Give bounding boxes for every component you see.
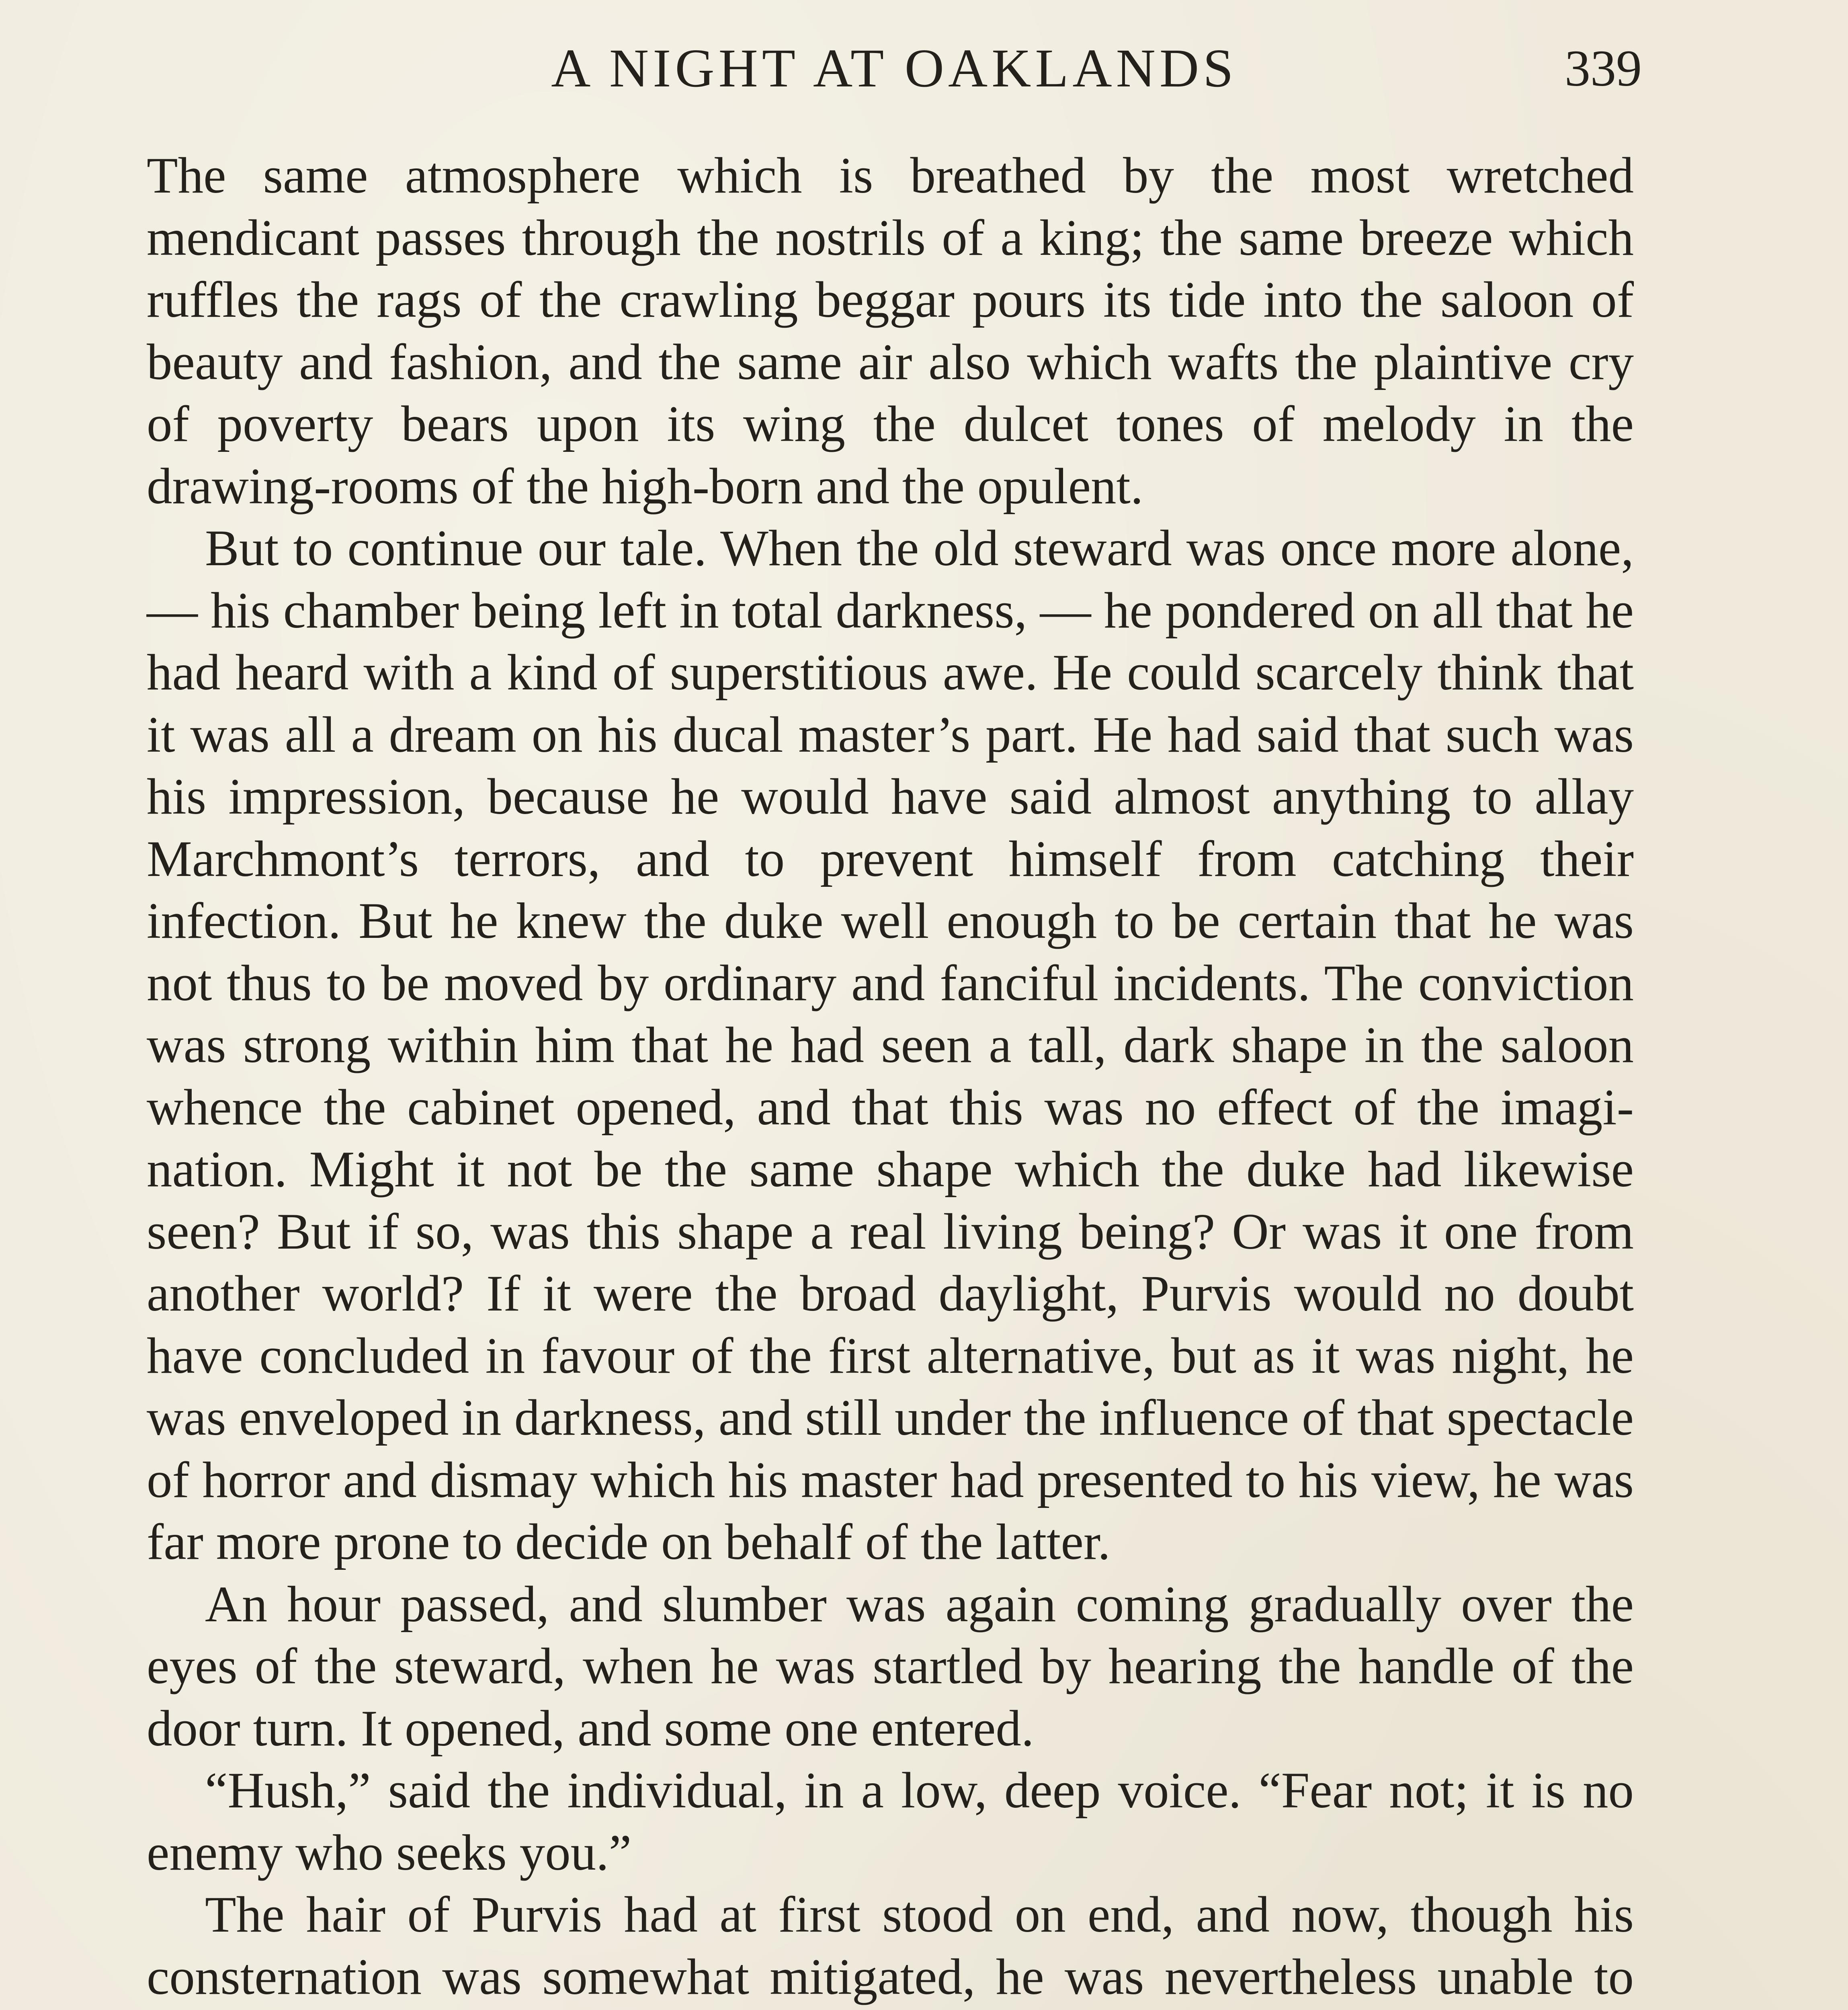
paragraph-hair-of-purvis: The hair of Purvis had at first stood on end, and now, though his consternation was somewhat mitigated, he was nevertheless unable to (147, 1887, 1634, 2005)
page-number: 339 (1565, 40, 1642, 97)
body-text (147, 145, 1634, 2010)
running-head (147, 38, 1642, 98)
paragraph-hush: “Hush,” said the individual, in a low, deep voice. “Fear not; it is no enemy who seeks you.” (147, 1762, 1634, 1881)
paragraph-continuation: The same atmosphere which is breathed by the most wretched mendicant passes through the nostrils of a king; the same breeze which ruffles the rags of the crawling beggar pours its tide into the saloon of beauty and fashion, and the same air also which wafts the plaintive cry of poverty bears upon its wing the dulcet tones of melody in the drawing-rooms of the high-born and the opulent. (147, 148, 1634, 515)
paragraph-steward-ponders: But to continue our tale. When the old steward was once more alone, — his chamber being left in total darkness, — he pondered on all that he had heard with a kind of superstitious awe. He could scarcely think that it was all a dream on his ducal master’s part. He had said that such was his impression, because he would have said almost anything to allay Marchmont’s terrors, and to prevent himself from catching their infection. But he knew the duke well enough to be certain that he was not thus to be moved by ordinary and fanciful incidents. The conviction was strong within him that he had seen a tall, dark shape in the saloon whence the cabinet opened, and that this was no effect of the imagination. Might it not be the same shape which the duke had likewise seen? But if so, was this shape a real living being? Or was it one from another world? If it were the broad daylight, Purvis would no doubt have concluded in favour of the first alternative, but as it was night, he was enveloped in darkness, and still under the influence of that spectacle of horror and dismay which his master had presented to his view, he was far more prone to decide on behalf of the latter. (147, 520, 1634, 1570)
running-title: A NIGHT AT OAKLANDS (551, 38, 1237, 98)
paragraph-hour-passed: An hour passed, and slumber was again coming gradually over the eyes of the steward, when he was startled by hearing the handle of the door turn. It opened, and some one entered. (147, 1576, 1634, 1757)
